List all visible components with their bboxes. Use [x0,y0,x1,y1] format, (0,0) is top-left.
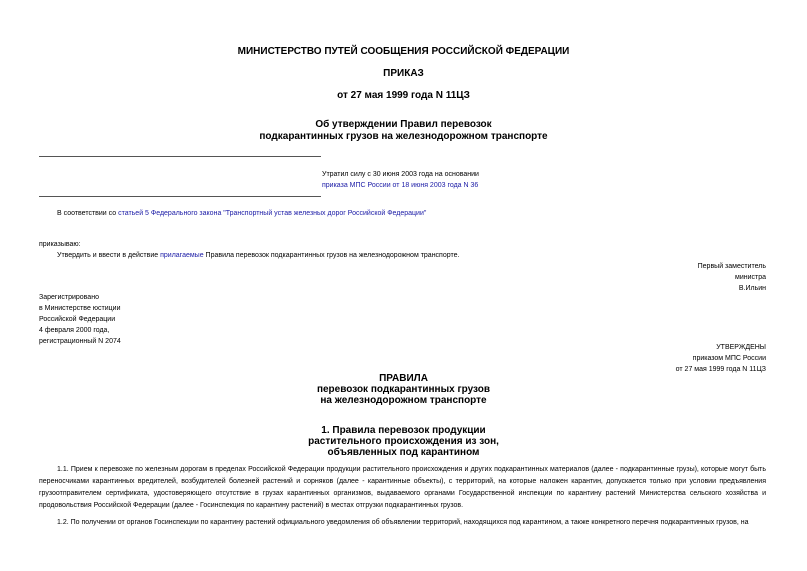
status-link-line [322,181,478,190]
approved-line1: УТВЕРЖДЕНЫ [716,344,766,351]
approved-line2: приказом МПС России [692,355,766,362]
registration-line2: в Министерстве юстиции [39,305,121,312]
section1-heading-line2: растительного происхождения из зон, [308,436,499,447]
doc-date-number: от 27 мая 1999 года N 11ЦЗ [337,90,470,101]
doc-title-line1: Об утверждении Правил перевозок [315,119,492,130]
orders-label: приказываю: [39,241,81,248]
rules-title-line2: перевозок подкарантинных грузов [316,384,491,395]
registration-line3: Российской Федерации [39,316,116,323]
paragraph-1-2: 1.2. По получении от органов Госинспекции по карантину растений официального уведомления об объявлении территорий, находящихся под карантином, а также конкретного перечня подкарантинных грузов, на [57,519,749,526]
registration-line4: 4 февраля 2000 года, [39,327,110,334]
doc-title-line2: подкарантинных грузов на железнодорожном транспорте [259,131,548,142]
signer-position-line2: министра [735,274,766,281]
rules-title-line1: ПРАВИЛА [379,373,428,384]
repeal-order-link[interactable]: приказа МПС России от 18 июня 2003 года N 36 [322,182,479,189]
doc-type: ПРИКАЗ [383,68,424,79]
section1-heading-line1: 1. Правила перевозок продукции [321,425,486,436]
registration-line5: регистрационный N 2074 [39,338,121,345]
approve-paragraph [57,251,459,260]
ministry-heading: МИНИСТЕРСТВО ПУТЕЙ СООБЩЕНИЯ РОССИЙСКОЙ ФЕДЕРАЦИИ [237,46,570,57]
approve-prefix: Утвердить и ввести в действие [57,252,161,259]
divider-top [39,156,321,157]
federal-law-link[interactable]: статьей 5 Федерального закона "Транспортный устав железных дорог Российской Федерации" [118,210,427,217]
divider-bottom [39,196,321,197]
status-note: Утратил силу с 30 июня 2003 года на основании [322,171,479,178]
paragraph-1-1: 1.1. Прием к перевозке по железным дорогам в пределах Российской Федерации продукции растительного происхождения и других подкарантинных материалов (далее - подкарантинные грузы), которые могут быть переносчиками карантинных вредителей, возбудителей болезней растений и сорняков (далее - карантинные объекты), с территорий, на которые наложен карантин, допускается только при условии предъявления грузоотправителем сертификата, удостоверяющего отсутствие в грузах карантинных организмов, выдаваемого органами Государственной инспекции по карантину растений Министерства сельского хозяйства и продовольствия Российской Федерации (далее - Госинспекция по карантину растений) в местах отгрузки подкарантинных грузов. [39,466,766,509]
section1-heading-line3: объявленных под карантином [327,447,480,458]
rules-title-line3: на железнодорожном транспорте [320,395,487,406]
registration-line1: Зарегистрировано [39,294,99,301]
approve-suffix: Правила перевозок подкарантинных грузов на железнодорожном транспорте. [203,252,460,259]
basis-prefix: В соответствии со [57,210,119,217]
signer-name: В.Ильин [738,285,766,292]
attached-rules-link[interactable]: прилагаемые [160,252,204,259]
basis-paragraph [57,209,426,218]
signer-position-line1: Первый заместитель [697,263,766,270]
approved-line3: от 27 мая 1999 года N 11ЦЗ [675,366,766,373]
